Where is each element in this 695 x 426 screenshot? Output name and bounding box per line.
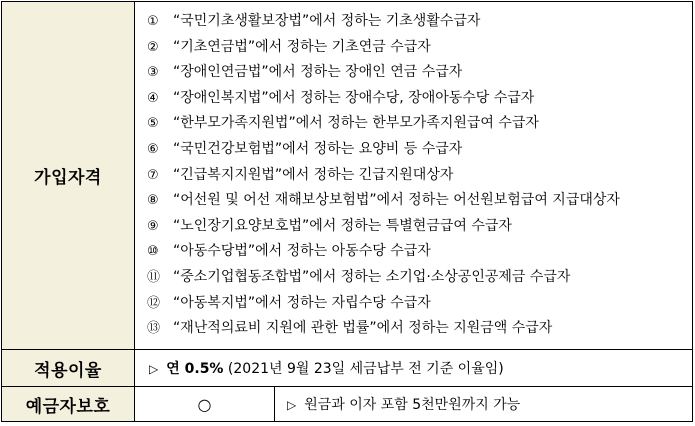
- protection-cell: [275, 387, 693, 422]
- eligibility-cell: [135, 2, 693, 350]
- list-item-text: “중소기업협동조합법”에서 정하는 소기업·소상공인공제금 수급자: [173, 268, 571, 285]
- list-item-text: “재난적의료비 지원에 관한 법률”에서 정하는 지원금액 수급자: [173, 320, 553, 337]
- list-item-text: “장애인복지법”에서 정하는 장애수당, 장애아동수당 수급자: [173, 89, 535, 106]
- list-item-text: “긴급복지지원법”에서 정하는 긴급지원대상자: [173, 166, 454, 183]
- list-item-number: ⑥: [147, 141, 159, 157]
- rate-header: 적용이율: [2, 349, 135, 387]
- rate-note: (2021년 9월 23일 세금납부 전 기준 이율임): [227, 361, 504, 378]
- list-item: [147, 60, 692, 86]
- list-item-text: “국민기초생활보장법”에서 정하는 기초생활수급자: [173, 13, 481, 29]
- list-item: [147, 163, 692, 189]
- list-item-text: “기초연금법”에서 정하는 기초연금 수급자: [173, 38, 431, 55]
- list-item-number: ①: [147, 14, 159, 29]
- rate-cell: [135, 349, 693, 387]
- list-item: [147, 86, 692, 112]
- list-item-text: “아동수당법”에서 정하는 아동수당 수급자: [173, 243, 431, 260]
- list-item-number: ⑬: [147, 321, 161, 337]
- eligibility-header: 가입자격: [2, 2, 135, 350]
- list-item-text: “장애인연금법”에서 정하는 장애인 연금 수급자: [173, 64, 463, 81]
- list-item-text: “노인장기요양보호법”에서 정하는 특별현금급여 수급자: [173, 217, 512, 234]
- protection-mark: ○: [135, 387, 275, 422]
- list-item: [147, 137, 692, 163]
- list-item-number: ③: [147, 65, 159, 81]
- list-item: [147, 265, 692, 291]
- eligibility-row: [2, 2, 693, 350]
- list-item-number: ⑦: [147, 167, 159, 183]
- list-item-number: ⑤: [147, 116, 159, 132]
- list-item: [147, 188, 692, 214]
- list-item: [147, 9, 692, 35]
- list-item-text: “국민건강보험법”에서 정하는 요양비 등 수급자: [173, 140, 463, 157]
- protection-text: 원금과 이자 포함 5천만원까지 가능: [304, 397, 521, 414]
- protection-row: [2, 387, 693, 422]
- list-item-text: “한부모가족지원법”에서 정하는 한부모가족지원급여 수급자: [173, 115, 539, 132]
- list-item-number: ②: [147, 39, 159, 55]
- list-item: [147, 214, 692, 240]
- protection-header: 예금자보호: [2, 387, 135, 422]
- list-item: [147, 111, 692, 137]
- list-item-number: ⑨: [147, 218, 159, 234]
- rate-value: 연 0.5%: [166, 361, 224, 378]
- list-item-number: ④: [147, 90, 159, 106]
- triangle-right-icon: ▷: [287, 398, 297, 413]
- list-item: [147, 316, 692, 342]
- list-item-number: ⑧: [147, 193, 159, 209]
- triangle-right-icon: ▷: [149, 362, 159, 377]
- list-item-number: ⑫: [147, 295, 161, 311]
- list-item: [147, 35, 692, 61]
- list-item: [147, 291, 692, 317]
- list-item-text: “어선원 및 어선 재해보상보험법”에서 정하는 어선원보험급여 지급대상자: [173, 192, 620, 209]
- list-item-number: ⑩: [147, 244, 159, 260]
- list-item-text: “아동복지법”에서 정하는 자립수당 수급자: [173, 294, 431, 311]
- product-info-table: [1, 1, 693, 422]
- rate-row: [2, 349, 693, 387]
- list-item: [147, 239, 692, 265]
- list-item-number: ⑪: [147, 269, 161, 285]
- eligibility-list: [147, 9, 692, 342]
